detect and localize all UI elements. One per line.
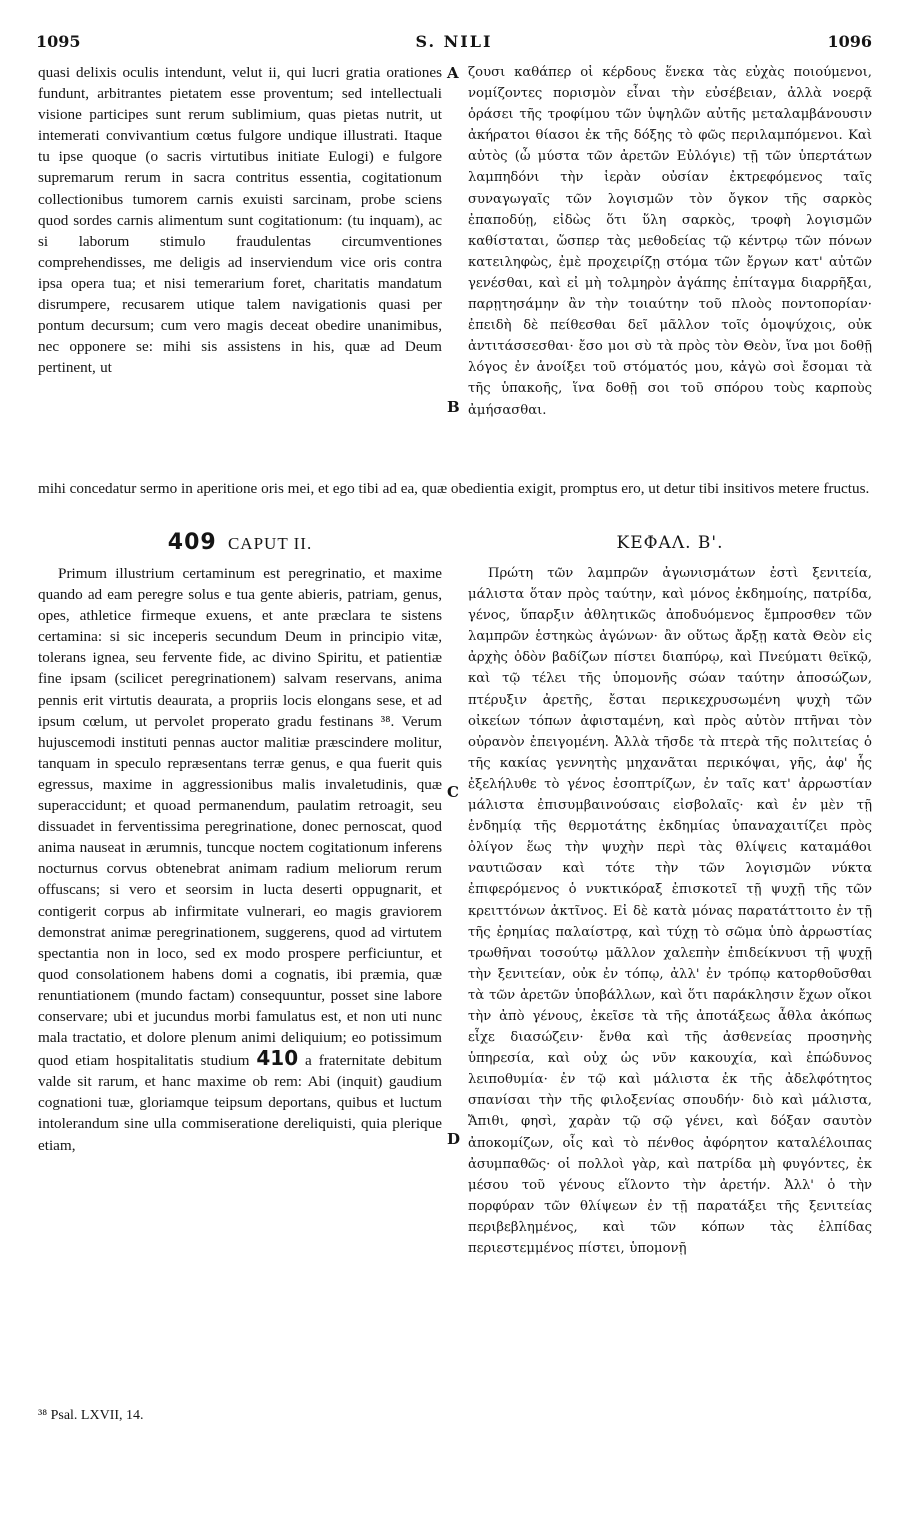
left-page-number: 1095 (36, 32, 81, 51)
margin-marker-a: A (447, 64, 459, 82)
greek-main-paragraph: Πρώτη τῶν λαμπρῶν ἀγωνισμάτων ἐστὶ ξενιτεία, μάλιστα ὅταν πρὸς ταύτην, καὶ μόνος ἐκδημοίης, πατρίδα, γένος, ὕπαρξιν ἀθλητικῶς ἀποδυόμενος ἔμπροσθεν τῶν λαμπρῶν ἑστηκὼς ἀγώνων· ἂν οὕτως ἄρξῃ κατὰ Θεὸν εἰς ἀρχὴς ὁδὸν βαδίζων πίστει διαπύρῳ, καὶ Πνεύματι θεϊκῷ, καὶ τῷ τέλει τῆς ὑπομονῆς σώαν ταύτην ἀποσώζων, πτέρυξιν ἀρετῆς, ἔσται περικεχρυσωμένη ψυχὴ τῶν οἰκείων τόπων ἀφισταμένη, καὶ πρὸς αὐτὸν πτῆναι τὸν οὐρανὸν ἐπειγομένη. Ἀλλὰ τῆσδε τὰ πτερὰ τῆς πολιτείας ὁ τῆς κακίας γεννητὴς μηχανᾶται περικόψαι, γῆς, ἀφ' ἧς ἐξελήλυθε τὸ γένος ἐσοπτρίζων, ἐν ταῖς κατ' ἀρρωστίαν μάλιστα ἐπισυμβαινούσαις εἰσβολαῖς· καὶ ἐν μὲν τῇ ἐνδημίᾳ τῆς θερμοτάτης ἐκδημίας ὑπαναχαιτίζει πρὸς ὀλίγον ἕως τὴν ψυχὴν περὶ τὰς θλίψεις καταμάθοι ναυτιῶσαν καὶ τότε τὴν τῶν λογισμῶν νύκτα ἐπιφερόμενος ὁ νυκτικόραξ ἐπισκοτεῖ τῇ ψυχῇ τῆς τῶν κρειττόνων ἀκτῖνος. Εἰ δὲ κατὰ μόνας παρατάττοιτο ἐν τῇ τῆς ἐρημίας παλαίστρᾳ, καὶ τύχῃ τὸ σῶμα ὑπὸ ἀρρωστίας τρωθῆναι τοσούτῳ μᾶλλον χαλεπὴν ἐπιδείκνυσι τῇ ψυχῇ τὴν ξενιτείαν, οὐκ ἐν τόπῳ, ἀλλ' ἐν τρόπῳ κατορθοῦσθαι τὰ τῶν ἀρετῶν ὑποβάλλων, καὶ ὅτι παράκλησιν ἔχων οἴκοι τὴν ἀπὸ γένους, ἐκεῖσε τὰ τῆς ἀποτάξεως ἆθλα ἀκόπως εἶχε διασώζειν· ἔνθα καὶ τῆς ἀσθενείας προσηνὴς ὑπηρεσία, καὶ οὐχ ὡς νῦν κακουχία, καὶ ἐπώδυνος λειποθυμία· ἐν τῷ καὶ μάλιστα ἐκ τῆς ἀδελφότητος σπανίσαι τὴν τῆς φιλοξενίας σπουδήν· διὸ καὶ μάλιστα, Ἄπιθι, φησὶ, χαρὰν τῷ σῷ γένει, καὶ δόξαν σαυτὸν ἀποκομίζων, οἷς καὶ τὸ πένθος ἀφόρητον καταλέλοιπας ἀσυμπαθῶς· οἱ πολλοὶ γὰρ, καὶ πατρίδα μὴ φυγόντες, ἐκ μέσου τοῦ γένους εἵλοντο τὴν ἀρετήν. Ἀλλ' ὁ τὴν πορφύραν τῶν θλίψεων ἐν τῇ παρατάξει τῆς ξενιτείας περιβεβλημένος, καὶ τῶν κόπων τὰς ἐλπίδας περιεστεμμένος πίστει, ὑπομονῇ (468, 566, 872, 1256)
running-title: S. NILI (415, 32, 493, 51)
right-page-number: 1096 (827, 32, 872, 51)
margin-marker-c: C (447, 783, 459, 801)
bridge-line: mihi concedatur sermo in aperitione oris mei, et ego tibi ad ea, quæ obedientia exigit, promptus ero, ut detur tibi insitivos metere fructus. (38, 480, 870, 497)
greek-column-top (468, 62, 872, 421)
margin-marker-b: B (447, 398, 460, 416)
margin-marker-d: D (447, 1130, 461, 1148)
latin-chapter-heading (38, 530, 442, 555)
running-header (36, 32, 872, 58)
greek-top-paragraph: ζουσι καθάπερ οἱ κέρδους ἕνεκα τὰς εὐχὰς ποιούμενοι, νομίζοντες πορισμὸν εἶναι τὴν εὐσέβειαν, ἀλλὰ νοερᾷ ὁράσει τῆς τροφίμου τῶν ὑψηλῶν αὐτῆς μεταλαμβάνουσιν ἀκήρατοι θίασοι ἐκ τῆς δόξης τὸ φῶς περιλαμπόμενοι. Καὶ αὐτὸς (ὦ μύστα τῶν ἀρετῶν Εὐλόγιε) τῇ τῶν ὑπερτάτων λαμπηδόνι τὴν ἱερὰν οὐσίαν ἐκτρεφόμενος ταῖς συναγωγαῖς τῶν λογισμῶν τὸν ὄγκον τῆς σαρκὸς ἐπαποδύῃ, εἰδὼς ὅτι ὕλη σαρκὸς, τροφὴ λογισμῶν καθίσταται, ὥσπερ τὰς μεθοδείας τῷ κέντρῳ τῶν πόνων κατειληφὼς, ἐμὲ προχειρίζῃ στόμα τῶν ἔργων κατ' αὐτῶν γενέσθαι, καὶ εἰ μὴ τολμηρὸν ἀγάπης ἐπίταγμα διαρρῆξαι, παρῃτησάμην ἂν τὴν τοιαύτην τοῦ πλοὸς ποντοπορίαν· ἐπειδὴ δὲ πείθεσθαι δεῖ μᾶλλον τοῖς ὁμοψύχοις, οὐκ ἀντιτάσσεσθαι· ἔσο μοι σὺ τὰ πρὸς τὸν Θεὸν, ἵνα μοι δοθῇ λόγος ἐν ἀνοίξει τοῦ στόματός μου, κἀγὼ σοὶ ἔσομαι τὰ τῆς ὑπακοῆς, ἵνα δοθῇ σοι τοῦ σπόρου τοὺς καρποὺς ἀμήσασθαι. (468, 65, 872, 418)
latin-main-paragraph (38, 563, 442, 1156)
latin-top-paragraph: quasi delixis oculis intendunt, velut ii, qui lucri gratia orationes fundunt, arbitrantes pietatem esse proventum; sed intellectuali visione participes sunt rerum sublimium, quas pietas nutrit, ut intemerati convivantium cœtus fulgore undique illustrati. Itaque tu ipse quoque (o sacris virtutibus initiate Eulogi) e fulgore supremarum rerum in sacra contritus essentia, cogitationum collectionibus tumorem carnis exuisti sarcinam, probe sciens quod sordes carnis alimentum sunt cogitationum: (tu inquam), ac si laborum stimulo fraudulentas circumventiones comprehendisses, me deligis ad inserviendum vice oris contra ipsa opera tua; et nisi temerarium foret, charitatis mandatum disrumpere, recusarem utique talem navigationis quasi per pontum decursum; cum vero magis deceat obedire unanimibus, nec opponere se: mihi sis assistens in his, quæ ad Deum pertinent, ut (38, 64, 442, 377)
greek-column-main (468, 563, 872, 1259)
latin-main-text-after: a fraternitate debitum valde sit rarum, et hanc maxime ob rem: Abi (inquit) gaudium cognationi tuæ, gloriamque teipsum deportans, quibus et luctum intolerandum sine ulla commiseratione dereliquisti, quia plerique etiam, (38, 1052, 442, 1154)
column-number-410: 410 (256, 1046, 299, 1071)
footnote: ³⁸ Psal. LXVII, 14. (38, 1408, 144, 1423)
latin-chapter-title: CAPUT II. (227, 534, 313, 553)
latin-column-top (38, 62, 442, 378)
greek-chapter-heading: ΚΕΦΑΛ. Β'. (616, 533, 724, 553)
latin-column-main (38, 563, 442, 1156)
latin-main-text-before: Primum illustrium certaminum est peregrinatio, et maxime quando ad eam peregre solus e tua gente abieris, patriam, genus, opes, athletice firmeque exuens, et ante præclara te sistens certamina: si sic inceperis secundum Deum in principio vitæ, tolerans ignea, seu fervente fide, ac divino Spiritu, et patientiæ fine ipsam (scilicet peregrinationem) salvam reservans, anima pennis erit virtutis deaurata, a propriis locis elongans sese, et ad ipsum cœlum, ut pervolet properato gradu festinans ³⁸. Verum hujuscemodi instituti pennas auctor malitiæ præscindere molitur, tanquam in speculo repræsentans terræ genus, e qua fuerit quis egressus, maxime in aggressionibus malis invaletudinis, quæ superaccidunt; et quoad permanendum, paulatim retroagit, seu dissuadet in ferventissima peregrinatione, donec pernoscat, quod anima nauseat in ærumnis, tuncque noctem cogitationum inferens nocturnus corvus obtenebrat animam radium meliorum rerum offuscans; si vero et seorsim in lucta deserti oppugnarit, et contigerit corpus ab infirmitate vulnerari, eo magis graviorem demonstrat animæ peregrinationem, suggerens, quod ad virtutem spectantia non in loco, sed ex modo prospere perficiuntur, et quod consolationem habens domi a cognatis, ibi præmia, quæ renuntiationem (mundo factam) consequuntur, posset sine labore conservare; ubi et jucundus morbi famulatus est, et non uti nunc mala tractatio, et dolore plenum animi deliquium; eo potissimum quod etiam hospitalitatis studium (38, 565, 442, 1070)
column-number-409: 409 (167, 530, 217, 555)
